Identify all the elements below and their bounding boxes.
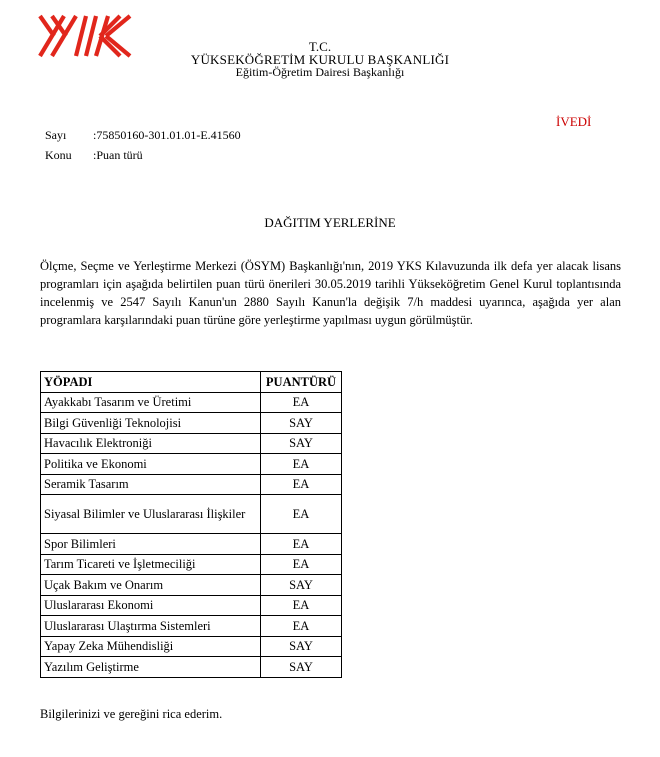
urgent-label: İVEDİ xyxy=(556,114,592,129)
meta-subject-value: :Puan türü xyxy=(93,148,143,162)
table-row xyxy=(41,534,342,555)
column-header-score-type: PUANTÜRÜ xyxy=(261,372,342,393)
yok-logo-icon xyxy=(38,12,134,64)
header-country: T.C. xyxy=(308,39,332,54)
program-name: Ayakkabı Tasarım ve Üretimi xyxy=(44,395,192,410)
table-row xyxy=(41,554,342,575)
table-row xyxy=(41,595,342,616)
meta-number-key: Sayı xyxy=(45,128,67,142)
program-name: Uluslararası Ekonomi xyxy=(44,598,154,613)
meta-number xyxy=(45,128,241,143)
program-name: Politika ve Ekonomi xyxy=(44,456,147,471)
program-name-cell xyxy=(41,575,261,596)
score-type-cell: EA xyxy=(261,616,342,637)
program-name: Seramik Tasarım xyxy=(44,477,129,492)
program-name: Yazılım Geliştirme xyxy=(44,659,139,674)
table-row xyxy=(41,392,342,413)
program-name-cell xyxy=(41,616,261,637)
score-type-cell: SAY xyxy=(261,575,342,596)
program-name-cell xyxy=(41,595,261,616)
table-header-row xyxy=(41,372,342,393)
letterhead xyxy=(170,40,470,79)
table-row xyxy=(41,433,342,454)
program-name-cell xyxy=(41,413,261,434)
header-institution: YÜKSEKÖĞRETİM KURULU BAŞKANLIĞI xyxy=(190,52,450,67)
table-row xyxy=(41,575,342,596)
program-name-cell xyxy=(41,554,261,575)
meta-number-value: :75850160-301.01.01-E.41560 xyxy=(93,128,241,142)
table-row xyxy=(41,454,342,475)
program-name-cell xyxy=(41,454,261,475)
score-type-cell: EA xyxy=(261,595,342,616)
distribution-title: DAĞITIM YERLERİNE xyxy=(264,215,396,230)
program-name-cell xyxy=(41,433,261,454)
program-name-cell xyxy=(41,534,261,555)
score-type-cell: SAY xyxy=(261,413,342,434)
score-type-cell: SAY xyxy=(261,636,342,657)
program-name-cell xyxy=(41,636,261,657)
program-name: Bilgi Güvenliği Teknolojisi xyxy=(44,415,182,430)
table-row xyxy=(41,636,342,657)
table-row xyxy=(41,616,342,637)
program-name: Havacılık Elektroniği xyxy=(44,436,152,451)
program-name: Yapay Zeka Mühendisliği xyxy=(44,639,174,654)
program-name: Uçak Bakım ve Onarım xyxy=(44,577,164,592)
meta-subject-key: Konu xyxy=(45,148,72,162)
score-type-cell: EA xyxy=(261,454,342,475)
program-name: Uluslararası Ulaştırma Sistemleri xyxy=(44,618,211,633)
header-department: Eğitim-Öğretim Dairesi Başkanlığı xyxy=(235,65,405,79)
score-type-cell: EA xyxy=(261,554,342,575)
meta-subject xyxy=(45,148,143,163)
column-header-program: YÖPADI xyxy=(41,372,261,393)
program-name: Siyasal Bilimler ve Uluslararası İlişkiler xyxy=(44,507,246,521)
program-name-cell xyxy=(41,657,261,678)
program-name: Spor Bilimleri xyxy=(44,536,116,551)
score-type-cell: EA xyxy=(261,392,342,413)
table-row xyxy=(41,657,342,678)
body-paragraph: Ölçme, Seçme ve Yerleştirme Merkezi (ÖSYM) Başkanlığı'nın, 2019 YKS Kılavuzunda ilk defa yer alacak lisans programları için aşağıda belirtilen puan türü önerileri 30.05.2019 tarihli Yükseköğretim Genel Kurul toplantısında incelenmiş ve 2547 Sayılı Kanun'un 2880 Sayılı Kanun'la değişik 7/h maddesi uyarınca, aşağıda yer alan programlara karşılarındaki puan türüne göre yerleştirme yapılması uygun görülmüştür. xyxy=(40,259,621,327)
score-type-cell: SAY xyxy=(261,433,342,454)
score-type-cell: EA xyxy=(261,495,342,534)
program-name-cell xyxy=(41,392,261,413)
table-row xyxy=(41,474,342,495)
program-name-cell xyxy=(41,474,261,495)
score-type-cell: EA xyxy=(261,534,342,555)
program-name: Tarım Ticareti ve İşletmeciliği xyxy=(44,557,196,572)
program-name-cell xyxy=(41,495,261,534)
score-type-cell: EA xyxy=(261,474,342,495)
score-type-cell: SAY xyxy=(261,657,342,678)
table-row xyxy=(41,495,342,534)
table-row xyxy=(41,413,342,434)
program-table xyxy=(40,371,342,678)
closing-line: Bilgilerinizi ve gereğini rica ederim. xyxy=(40,707,223,721)
